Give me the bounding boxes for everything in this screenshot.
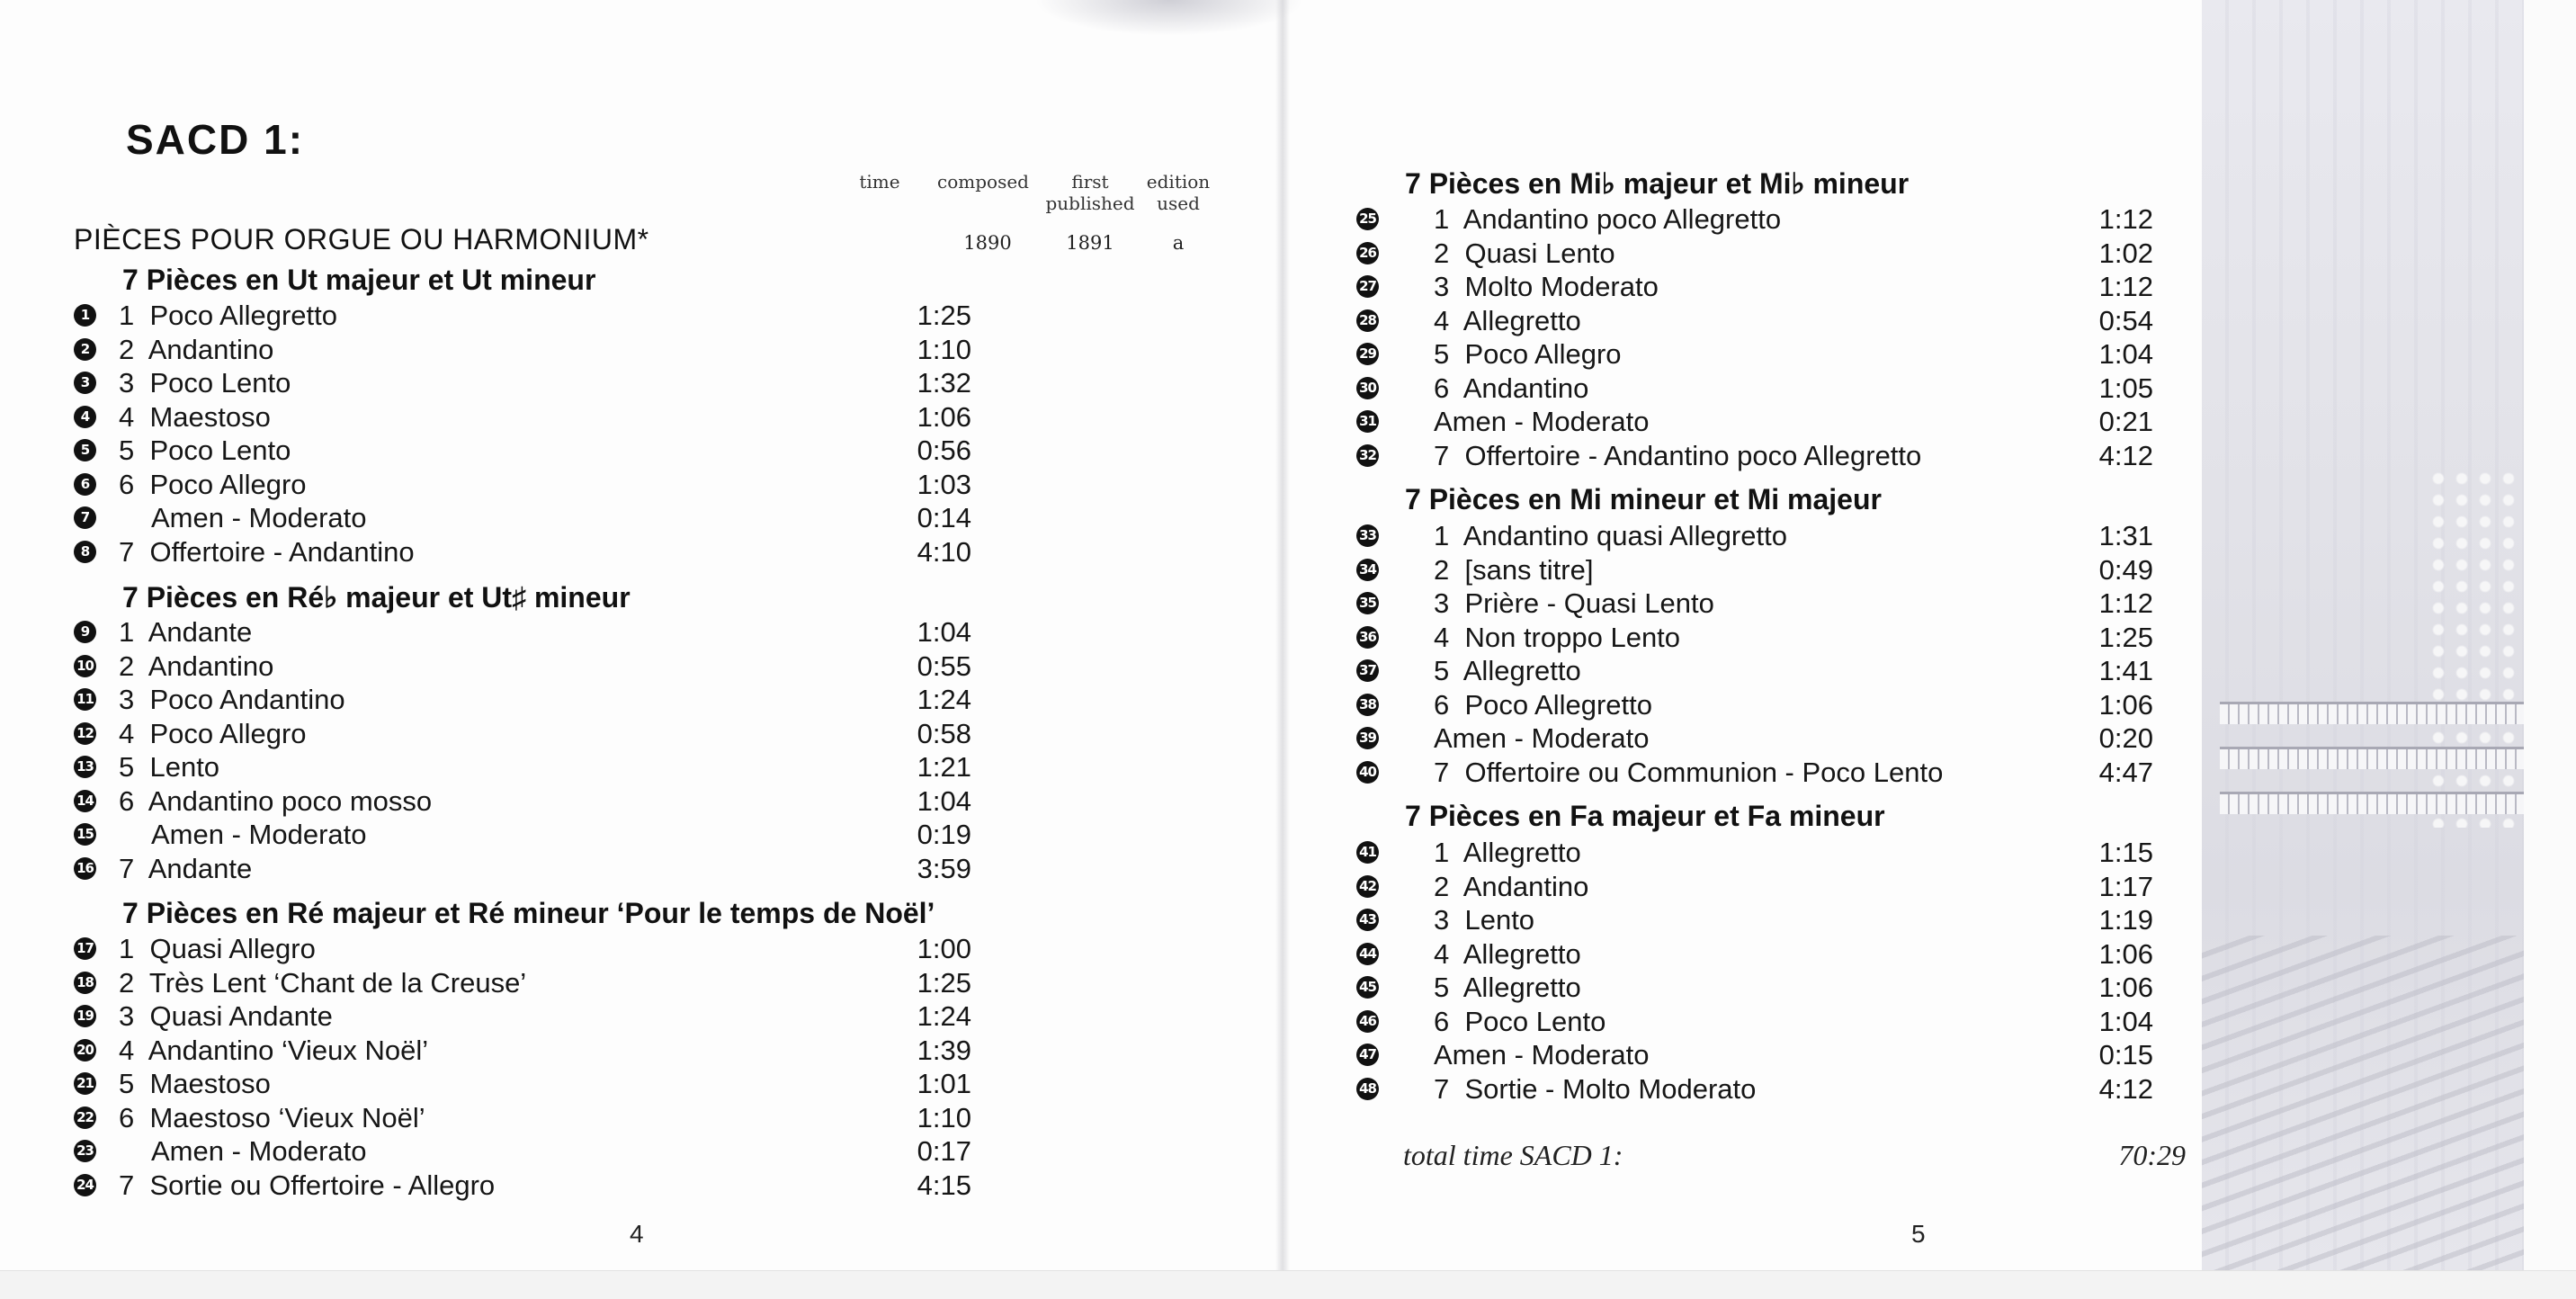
track-time: 0:56	[917, 434, 971, 466]
track-title: 2 Très Lent ‘Chant de la Creuse’	[119, 966, 527, 999]
track-title: 4 Allegretto	[1434, 937, 1581, 970]
track-row	[1356, 519, 2211, 552]
track-time: 1:06	[917, 400, 971, 433]
collection-composed: 1890	[963, 232, 1012, 254]
track-time: 4:12	[2098, 1072, 2153, 1105]
track-number-badge: 28	[1356, 309, 1379, 332]
track-time: 1:02	[2098, 237, 2153, 269]
track-title: 4 Poco Allegro	[119, 717, 307, 749]
track-row	[1356, 337, 2211, 371]
track-time: 4:12	[2098, 439, 2153, 471]
track-number-badge: 45	[1356, 976, 1379, 999]
total-time-label: total time SACD 1:	[1403, 1139, 1623, 1171]
track-title: 7 Offertoire - Andantino	[119, 535, 415, 568]
track-row	[1356, 237, 2211, 270]
track-row	[1356, 1072, 2211, 1106]
track-number-badge: 3	[74, 372, 96, 394]
track-row	[74, 1034, 971, 1067]
track-time: 0:58	[917, 717, 971, 749]
collection-edition: a	[1172, 232, 1185, 254]
track-title: Amen - Moderato	[1434, 1039, 1650, 1071]
track-title: 3 Prière - Quasi Lento	[1434, 587, 1714, 619]
track-number-badge: 7	[74, 506, 96, 529]
track-time: 0:19	[917, 819, 971, 850]
track-title: 6 Maestoso ‘Vieux Noël’	[119, 1101, 425, 1133]
track-time: 1:10	[917, 333, 971, 365]
track-title: 5 Maestoso	[119, 1068, 271, 1099]
set-title: 7 Pièces en Ut majeur et Ut mineur	[122, 264, 596, 296]
page-number-right: 5	[1911, 1220, 1926, 1248]
track-number-badge: 25	[1356, 208, 1379, 230]
track-title: 1 Andantino quasi Allegretto	[1434, 520, 1787, 551]
track-row	[1356, 270, 2211, 303]
track-row	[1356, 721, 2211, 755]
track-number-badge: 42	[1356, 875, 1379, 898]
organ-pedals	[2202, 936, 2524, 1270]
track-row	[1356, 654, 2211, 687]
track-title: 7 Sortie ou Offertoire - Allegro	[119, 1169, 496, 1201]
track-time: 0:14	[917, 502, 971, 533]
track-title: Amen - Moderato	[1434, 406, 1650, 437]
track-row	[1356, 372, 2211, 405]
track-row	[74, 501, 971, 534]
track-row	[1356, 1038, 2211, 1071]
track-title: 6 Poco Allegretto	[1434, 688, 1652, 721]
track-number-badge: 20	[74, 1039, 96, 1062]
track-title: 6 Poco Allegro	[119, 468, 307, 500]
track-row	[1356, 836, 2211, 869]
track-time: 0:15	[2098, 1039, 2153, 1071]
track-row	[1356, 587, 2211, 620]
track-time: 1:04	[917, 784, 971, 817]
track-title: 2 [sans titre]	[1434, 553, 1594, 586]
track-time: 4:47	[2098, 756, 2153, 788]
page-gutter	[1275, 0, 1290, 1277]
track-title: 4 Allegretto	[1434, 304, 1581, 336]
track-row	[74, 434, 971, 467]
track-title: Amen - Moderato	[151, 1135, 367, 1167]
track-number-badge: 2	[74, 338, 96, 361]
track-number-badge: 9	[74, 621, 96, 643]
track-number-badge: 8	[74, 541, 96, 563]
track-row	[74, 852, 971, 885]
track-title: 2 Andantino	[119, 650, 274, 682]
track-title: 6 Poco Lento	[1434, 1005, 1606, 1037]
track-number-badge: 36	[1356, 626, 1379, 649]
page-number-left: 4	[630, 1220, 644, 1248]
track-time: 0:55	[917, 650, 971, 682]
track-number-badge: 39	[1356, 727, 1379, 749]
track-title: 4 Maestoso	[119, 400, 271, 433]
track-title: 6 Andantino	[1434, 372, 1589, 404]
track-number-badge: 24	[74, 1174, 96, 1196]
track-time: 1:25	[917, 300, 971, 331]
track-row	[74, 818, 971, 851]
track-title: 7 Offertoire - Andantino poco Allegretto	[1434, 439, 1922, 471]
track-number-badge: 1	[74, 304, 96, 327]
track-row	[74, 1101, 971, 1134]
track-time: 1:31	[2098, 520, 2153, 551]
column-header-time: time	[859, 171, 900, 193]
track-number-badge: 29	[1356, 343, 1379, 365]
track-row	[1356, 621, 2211, 654]
track-time: 3:59	[917, 852, 971, 884]
track-number-badge: 23	[74, 1140, 96, 1162]
track-row	[74, 784, 971, 818]
track-title: 7 Offertoire ou Communion - Poco Lento	[1434, 756, 1944, 788]
set-title: 7 Pièces en Mi mineur et Mi majeur	[1405, 483, 1882, 515]
track-title: 1 Andante	[119, 616, 253, 648]
track-number-badge: 13	[74, 756, 96, 778]
track-row	[74, 535, 971, 569]
track-number-badge: 6	[74, 473, 96, 496]
track-time: 1:25	[2098, 621, 2153, 653]
track-title: 3 Molto Moderato	[1434, 271, 1659, 302]
track-row	[1356, 756, 2211, 789]
track-time: 0:54	[2098, 304, 2153, 336]
track-time: 4:10	[917, 535, 971, 568]
track-title: 3 Poco Andantino	[119, 684, 345, 715]
track-number-badge: 48	[1356, 1078, 1379, 1100]
track-title: 5 Poco Allegro	[1434, 338, 1622, 370]
track-title: 4 Non troppo Lento	[1434, 621, 1681, 653]
track-row	[74, 299, 971, 332]
track-row	[74, 1169, 971, 1202]
track-title: 7 Andante	[119, 852, 253, 884]
track-number-badge: 14	[74, 790, 96, 812]
track-row	[1356, 405, 2211, 438]
track-time: 1:06	[2098, 688, 2153, 721]
track-row	[74, 717, 971, 750]
track-number-badge: 16	[74, 857, 96, 880]
track-title: Amen - Moderato	[151, 819, 367, 850]
organ-manual	[2220, 747, 2524, 769]
track-time: 1:21	[917, 751, 971, 783]
organ-manual	[2220, 702, 2524, 724]
track-row	[74, 615, 971, 649]
column-header-composed: composed	[937, 171, 1029, 193]
set-title: 7 Pièces en Ré♭ majeur et Ut♯ mineur	[122, 581, 631, 614]
track-number-badge: 44	[1356, 943, 1379, 965]
track-time: 1:04	[2098, 1005, 2153, 1037]
track-title: 1 Poco Allegretto	[119, 300, 337, 331]
track-title: 2 Andantino	[119, 333, 274, 365]
track-row	[74, 333, 971, 366]
track-title: 1 Allegretto	[1434, 837, 1581, 868]
track-time: 1:15	[2098, 837, 2153, 868]
track-number-badge: 38	[1356, 694, 1379, 716]
track-number-badge: 11	[74, 688, 96, 711]
track-row	[1356, 553, 2211, 587]
track-row	[1356, 202, 2211, 236]
collection-title: PIÈCES POUR ORGUE OU HARMONIUM*	[74, 223, 649, 255]
track-row	[1356, 688, 2211, 721]
track-row	[74, 650, 971, 683]
track-number-badge: 17	[74, 937, 96, 960]
organ-stops	[2427, 468, 2517, 828]
track-number-badge: 18	[74, 972, 96, 994]
track-time: 1:04	[2098, 338, 2153, 370]
scan-shadow	[1034, 0, 1304, 36]
track-number-badge: 40	[1356, 761, 1379, 784]
track-title: 7 Sortie - Molto Moderato	[1434, 1072, 1757, 1105]
track-time: 1:00	[917, 933, 971, 964]
track-number-badge: 31	[1356, 410, 1379, 433]
track-time: 1:10	[917, 1101, 971, 1133]
track-title: 1 Quasi Allegro	[119, 933, 316, 964]
track-title: 4 Andantino ‘Vieux Noël’	[119, 1034, 429, 1066]
track-time: 1:04	[917, 616, 971, 648]
track-number-badge: 32	[1356, 444, 1379, 467]
track-row	[74, 750, 971, 784]
track-row	[74, 1134, 971, 1168]
track-title: 5 Allegretto	[1434, 972, 1581, 1003]
track-time: 1:03	[917, 468, 971, 500]
track-title: 2 Andantino	[1434, 870, 1589, 902]
track-row	[74, 683, 971, 716]
track-time: 1:41	[2098, 655, 2153, 686]
track-number-badge: 5	[74, 439, 96, 461]
track-time: 1:19	[2098, 904, 2153, 936]
track-title: 5 Lento	[119, 751, 220, 783]
track-time: 4:15	[917, 1169, 971, 1201]
track-time: 0:20	[2098, 722, 2153, 754]
collection-first-published: 1891	[1066, 232, 1114, 254]
track-title: 1 Andantino poco Allegretto	[1434, 203, 1782, 235]
track-number-badge: 4	[74, 406, 96, 428]
track-row	[1356, 971, 2211, 1004]
track-number-badge: 34	[1356, 559, 1379, 581]
track-row	[1356, 304, 2211, 337]
track-time: 0:17	[917, 1135, 971, 1167]
track-time: 1:01	[917, 1068, 971, 1099]
track-row	[74, 366, 971, 399]
track-time: 1:24	[917, 684, 971, 715]
track-time: 1:17	[2098, 870, 2153, 902]
track-row	[74, 468, 971, 501]
track-row	[1356, 937, 2211, 971]
track-number-badge: 30	[1356, 377, 1379, 399]
track-row	[1356, 870, 2211, 903]
track-row	[1356, 1005, 2211, 1038]
track-time: 1:05	[2098, 372, 2153, 404]
track-time: 1:39	[917, 1034, 971, 1066]
track-time: 1:25	[917, 966, 971, 999]
track-row	[74, 966, 971, 999]
track-time: 1:12	[2098, 587, 2153, 619]
page-heading: SACD 1:	[126, 116, 305, 163]
organ-photo	[2202, 0, 2524, 1270]
track-number-badge: 47	[1356, 1044, 1379, 1066]
track-title: 2 Quasi Lento	[1434, 237, 1615, 269]
track-number-badge: 46	[1356, 1010, 1379, 1033]
track-time: 1:12	[2098, 271, 2153, 302]
organ-manual	[2220, 792, 2524, 814]
track-time: 1:06	[2098, 937, 2153, 970]
track-time: 1:32	[917, 367, 971, 399]
track-row	[74, 1067, 971, 1100]
column-header-edition-used: edition used	[1146, 171, 1211, 214]
set-title: 7 Pièces en Fa majeur et Fa mineur	[1405, 800, 1885, 832]
track-title: 3 Poco Lento	[119, 367, 291, 399]
track-number-badge: 15	[74, 823, 96, 846]
track-row	[74, 999, 971, 1033]
track-number-badge: 27	[1356, 275, 1379, 298]
track-row	[1356, 903, 2211, 936]
track-number-badge: 33	[1356, 524, 1379, 547]
track-title: 5 Allegretto	[1434, 655, 1581, 686]
track-title: Amen - Moderato	[1434, 722, 1650, 754]
track-number-badge: 35	[1356, 592, 1379, 614]
track-title: 5 Poco Lento	[119, 434, 291, 466]
track-time: 1:24	[917, 1000, 971, 1032]
track-number-badge: 26	[1356, 242, 1379, 264]
track-title: Amen - Moderato	[151, 502, 367, 533]
track-time: 1:12	[2098, 203, 2153, 235]
track-number-badge: 43	[1356, 909, 1379, 931]
set-title: 7 Pièces en Ré majeur et Ré mineur ‘Pour le temps de Noël’	[122, 897, 935, 929]
set-title: 7 Pièces en Mi♭ majeur et Mi♭ mineur	[1405, 167, 1910, 200]
track-title: 3 Quasi Andante	[119, 1000, 333, 1032]
column-header-first-published: first published	[1045, 171, 1135, 214]
track-number-badge: 10	[74, 655, 96, 677]
track-number-badge: 22	[74, 1106, 96, 1129]
track-row	[1356, 439, 2211, 472]
track-number-badge: 37	[1356, 659, 1379, 682]
track-number-badge: 19	[74, 1005, 96, 1027]
track-title: 6 Andantino poco mosso	[119, 784, 433, 817]
track-number-badge: 21	[74, 1072, 96, 1095]
track-row	[74, 932, 971, 965]
track-row	[74, 400, 971, 434]
track-time: 0:49	[2098, 553, 2153, 586]
track-title: 3 Lento	[1434, 904, 1535, 936]
track-time: 0:21	[2098, 406, 2153, 437]
track-number-badge: 12	[74, 722, 96, 745]
track-time: 1:06	[2098, 972, 2153, 1003]
total-time-value: 70:29	[2118, 1139, 2186, 1171]
track-number-badge: 41	[1356, 841, 1379, 864]
